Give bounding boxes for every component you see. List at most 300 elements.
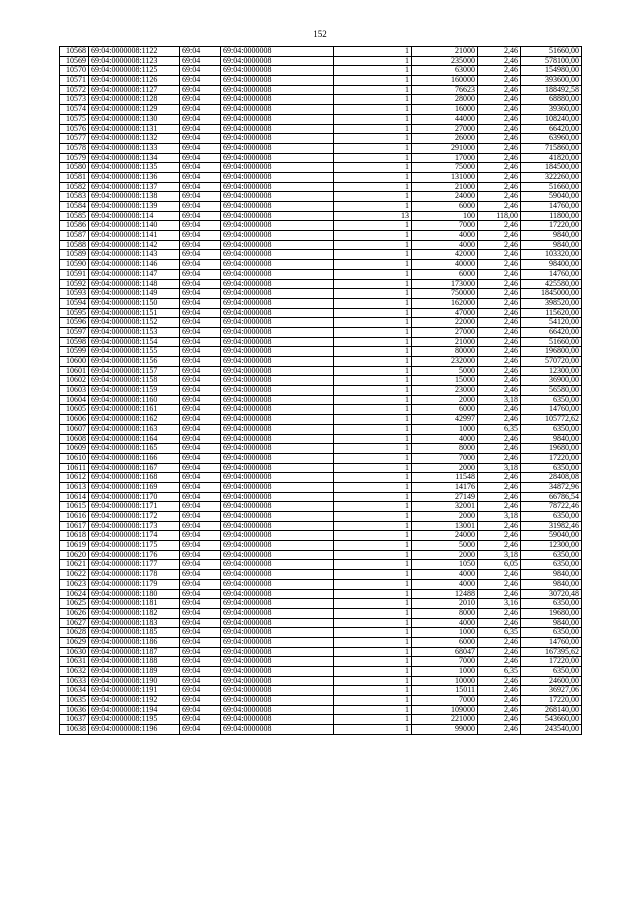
specific-value-cell: 2,46 xyxy=(478,725,521,735)
table-row xyxy=(60,279,582,289)
quarter-code-cell: 69:04:0000008 xyxy=(221,434,334,444)
cadastral-number-cell: 69:04:0000008:1128 xyxy=(89,95,180,105)
table-row xyxy=(60,550,582,560)
table-row xyxy=(60,541,582,551)
quarter-code-cell: 69:04:0000008 xyxy=(221,76,334,86)
group-cell: 1 xyxy=(334,492,412,502)
table-row xyxy=(60,434,582,444)
area-cell: 8000 xyxy=(412,608,478,618)
row-index-cell: 10597 xyxy=(60,327,89,337)
group-cell: 1 xyxy=(334,240,412,250)
cadastral-value-cell: 28408,08 xyxy=(521,473,582,483)
cadastral-value-cell: 12300,00 xyxy=(521,366,582,376)
area-cell: 8000 xyxy=(412,444,478,454)
cadastral-value-cell: 243540,00 xyxy=(521,725,582,735)
specific-value-cell: 2,46 xyxy=(478,221,521,231)
cadastral-number-cell: 69:04:0000008:1133 xyxy=(89,143,180,153)
cadastral-value-cell: 14760,00 xyxy=(521,637,582,647)
quarter-code-cell: 69:04:0000008 xyxy=(221,153,334,163)
group-cell: 1 xyxy=(334,657,412,667)
cadastral-number-cell: 69:04:0000008:1132 xyxy=(89,134,180,144)
cadastral-value-cell: 6350,00 xyxy=(521,667,582,677)
group-cell: 1 xyxy=(334,696,412,706)
specific-value-cell: 2,46 xyxy=(478,696,521,706)
group-cell: 1 xyxy=(334,463,412,473)
cadastral-value-cell: 9840,00 xyxy=(521,434,582,444)
quarter-code-cell: 69:04:0000008 xyxy=(221,482,334,492)
specific-value-cell: 2,46 xyxy=(478,269,521,279)
specific-value-cell: 2,46 xyxy=(478,705,521,715)
cadastral-value-cell: 78722,46 xyxy=(521,502,582,512)
specific-value-cell: 3,18 xyxy=(478,463,521,473)
cadastral-value-cell: 188492,58 xyxy=(521,85,582,95)
district-code-cell: 69:04 xyxy=(180,686,221,696)
district-code-cell: 69:04 xyxy=(180,531,221,541)
area-cell: 80000 xyxy=(412,347,478,357)
quarter-code-cell: 69:04:0000008 xyxy=(221,66,334,76)
cadastral-number-cell: 69:04:0000008:1122 xyxy=(89,47,180,57)
table-row xyxy=(60,105,582,115)
area-cell: 750000 xyxy=(412,289,478,299)
group-cell: 1 xyxy=(334,66,412,76)
row-index-cell: 10602 xyxy=(60,376,89,386)
group-cell: 1 xyxy=(334,686,412,696)
row-index-cell: 10572 xyxy=(60,85,89,95)
cadastral-value-cell: 570720,00 xyxy=(521,357,582,367)
cadastral-value-cell: 115620,00 xyxy=(521,308,582,318)
cadastral-number-cell: 69:04:0000008:1176 xyxy=(89,550,180,560)
row-index-cell: 10594 xyxy=(60,298,89,308)
row-index-cell: 10634 xyxy=(60,686,89,696)
group-cell: 1 xyxy=(334,395,412,405)
quarter-code-cell: 69:04:0000008 xyxy=(221,56,334,66)
group-cell: 1 xyxy=(334,570,412,580)
specific-value-cell: 2,46 xyxy=(478,579,521,589)
cadastral-value-cell: 425580,00 xyxy=(521,279,582,289)
area-cell: 11548 xyxy=(412,473,478,483)
cadastral-number-cell: 69:04:0000008:1156 xyxy=(89,357,180,367)
district-code-cell: 69:04 xyxy=(180,482,221,492)
row-index-cell: 10618 xyxy=(60,531,89,541)
specific-value-cell: 2,46 xyxy=(478,357,521,367)
specific-value-cell: 2,46 xyxy=(478,376,521,386)
specific-value-cell: 2,46 xyxy=(478,434,521,444)
area-cell: 99000 xyxy=(412,725,478,735)
cadastral-value-cell: 17220,00 xyxy=(521,221,582,231)
row-index-cell: 10592 xyxy=(60,279,89,289)
specific-value-cell: 2,46 xyxy=(478,134,521,144)
district-code-cell: 69:04 xyxy=(180,163,221,173)
group-cell: 1 xyxy=(334,366,412,376)
cadastral-number-cell: 69:04:0000008:1140 xyxy=(89,221,180,231)
table-row xyxy=(60,85,582,95)
cadastral-value-cell: 1845000,00 xyxy=(521,289,582,299)
table-row xyxy=(60,705,582,715)
group-cell: 1 xyxy=(334,182,412,192)
area-cell: 6000 xyxy=(412,202,478,212)
cadastral-number-cell: 69:04:0000008:1166 xyxy=(89,453,180,463)
group-cell: 1 xyxy=(334,599,412,609)
specific-value-cell: 2,46 xyxy=(478,192,521,202)
specific-value-cell: 6,35 xyxy=(478,667,521,677)
table-row xyxy=(60,221,582,231)
row-index-cell: 10600 xyxy=(60,357,89,367)
group-cell: 1 xyxy=(334,298,412,308)
cadastral-number-cell: 69:04:0000008:1154 xyxy=(89,337,180,347)
group-cell: 13 xyxy=(334,211,412,221)
cadastral-number-cell: 69:04:0000008:1161 xyxy=(89,405,180,415)
quarter-code-cell: 69:04:0000008 xyxy=(221,250,334,260)
area-cell: 21000 xyxy=(412,182,478,192)
cadastral-number-cell: 69:04:0000008:1135 xyxy=(89,163,180,173)
row-index-cell: 10632 xyxy=(60,667,89,677)
specific-value-cell: 2,46 xyxy=(478,143,521,153)
row-index-cell: 10569 xyxy=(60,56,89,66)
table-row xyxy=(60,444,582,454)
district-code-cell: 69:04 xyxy=(180,66,221,76)
cadastral-value-cell: 59040,00 xyxy=(521,192,582,202)
specific-value-cell: 2,46 xyxy=(478,124,521,134)
row-index-cell: 10633 xyxy=(60,676,89,686)
district-code-cell: 69:04 xyxy=(180,231,221,241)
specific-value-cell: 2,46 xyxy=(478,202,521,212)
specific-value-cell: 6,05 xyxy=(478,560,521,570)
cadastral-number-cell: 69:04:0000008:1165 xyxy=(89,444,180,454)
specific-value-cell: 2,46 xyxy=(478,76,521,86)
cadastral-value-cell: 51660,00 xyxy=(521,182,582,192)
quarter-code-cell: 69:04:0000008 xyxy=(221,541,334,551)
cadastral-number-cell: 69:04:0000008:1126 xyxy=(89,76,180,86)
district-code-cell: 69:04 xyxy=(180,667,221,677)
cadastral-number-cell: 69:04:0000008:1196 xyxy=(89,725,180,735)
group-cell: 1 xyxy=(334,482,412,492)
district-code-cell: 69:04 xyxy=(180,240,221,250)
specific-value-cell: 2,46 xyxy=(478,240,521,250)
quarter-code-cell: 69:04:0000008 xyxy=(221,143,334,153)
quarter-code-cell: 69:04:0000008 xyxy=(221,202,334,212)
quarter-code-cell: 69:04:0000008 xyxy=(221,686,334,696)
quarter-code-cell: 69:04:0000008 xyxy=(221,531,334,541)
row-index-cell: 10603 xyxy=(60,386,89,396)
group-cell: 1 xyxy=(334,327,412,337)
cadastral-number-cell: 69:04:0000008:1163 xyxy=(89,424,180,434)
quarter-code-cell: 69:04:0000008 xyxy=(221,647,334,657)
quarter-code-cell: 69:04:0000008 xyxy=(221,47,334,57)
cadastral-number-cell: 69:04:0000008:1192 xyxy=(89,696,180,706)
area-cell: 27000 xyxy=(412,327,478,337)
district-code-cell: 69:04 xyxy=(180,124,221,134)
cadastral-number-cell: 69:04:0000008:1153 xyxy=(89,327,180,337)
table-row xyxy=(60,667,582,677)
group-cell: 1 xyxy=(334,337,412,347)
cadastral-value-cell: 196800,00 xyxy=(521,347,582,357)
specific-value-cell: 2,46 xyxy=(478,95,521,105)
cadastral-value-cell: 30720,48 xyxy=(521,589,582,599)
table-body xyxy=(60,47,582,735)
district-code-cell: 69:04 xyxy=(180,560,221,570)
cadastral-value-cell: 6350,00 xyxy=(521,463,582,473)
cadastral-number-cell: 69:04:0000008:1138 xyxy=(89,192,180,202)
district-code-cell: 69:04 xyxy=(180,366,221,376)
cadastral-number-cell: 69:04:0000008:1160 xyxy=(89,395,180,405)
cadastral-number-cell: 69:04:0000008:1172 xyxy=(89,512,180,522)
table-row xyxy=(60,211,582,221)
row-index-cell: 10605 xyxy=(60,405,89,415)
table-row xyxy=(60,56,582,66)
cadastral-number-cell: 69:04:0000008:1141 xyxy=(89,231,180,241)
group-cell: 1 xyxy=(334,386,412,396)
cadastral-number-cell: 69:04:0000008:1170 xyxy=(89,492,180,502)
row-index-cell: 10627 xyxy=(60,618,89,628)
district-code-cell: 69:04 xyxy=(180,696,221,706)
area-cell: 22000 xyxy=(412,318,478,328)
specific-value-cell: 2,46 xyxy=(478,172,521,182)
specific-value-cell: 2,46 xyxy=(478,686,521,696)
cadastral-value-cell: 59040,00 xyxy=(521,531,582,541)
quarter-code-cell: 69:04:0000008 xyxy=(221,502,334,512)
table-row xyxy=(60,725,582,735)
row-index-cell: 10620 xyxy=(60,550,89,560)
cadastral-value-cell: 108240,00 xyxy=(521,114,582,124)
specific-value-cell: 2,46 xyxy=(478,386,521,396)
district-code-cell: 69:04 xyxy=(180,579,221,589)
area-cell: 1050 xyxy=(412,560,478,570)
area-cell: 15000 xyxy=(412,376,478,386)
area-cell: 232000 xyxy=(412,357,478,367)
cadastral-value-cell: 6350,00 xyxy=(521,599,582,609)
row-index-cell: 10586 xyxy=(60,221,89,231)
cadastral-value-cell: 6350,00 xyxy=(521,550,582,560)
cadastral-number-cell: 69:04:0000008:1148 xyxy=(89,279,180,289)
specific-value-cell: 2,46 xyxy=(478,570,521,580)
district-code-cell: 69:04 xyxy=(180,628,221,638)
area-cell: 42000 xyxy=(412,250,478,260)
cadastral-value-cell: 322260,00 xyxy=(521,172,582,182)
group-cell: 1 xyxy=(334,608,412,618)
table-row xyxy=(60,260,582,270)
cadastral-number-cell: 69:04:0000008:1182 xyxy=(89,608,180,618)
group-cell: 1 xyxy=(334,647,412,657)
area-cell: 131000 xyxy=(412,172,478,182)
cadastral-number-cell: 69:04:0000008:1173 xyxy=(89,521,180,531)
cadastral-value-cell: 14760,00 xyxy=(521,269,582,279)
quarter-code-cell: 69:04:0000008 xyxy=(221,366,334,376)
cadastral-number-cell: 69:04:0000008:1177 xyxy=(89,560,180,570)
group-cell: 1 xyxy=(334,541,412,551)
cadastral-number-cell: 69:04:0000008:1186 xyxy=(89,637,180,647)
cadastral-number-cell: 69:04:0000008:1157 xyxy=(89,366,180,376)
group-cell: 1 xyxy=(334,715,412,725)
quarter-code-cell: 69:04:0000008 xyxy=(221,512,334,522)
row-index-cell: 10623 xyxy=(60,579,89,589)
quarter-code-cell: 69:04:0000008 xyxy=(221,579,334,589)
page-number: 152 xyxy=(313,29,327,39)
quarter-code-cell: 69:04:0000008 xyxy=(221,327,334,337)
cadastral-value-cell: 41820,00 xyxy=(521,153,582,163)
quarter-code-cell: 69:04:0000008 xyxy=(221,608,334,618)
row-index-cell: 10619 xyxy=(60,541,89,551)
district-code-cell: 69:04 xyxy=(180,599,221,609)
cadastral-number-cell: 69:04:0000008:1194 xyxy=(89,705,180,715)
cadastral-value-cell: 9840,00 xyxy=(521,618,582,628)
area-cell: 42997 xyxy=(412,415,478,425)
quarter-code-cell: 69:04:0000008 xyxy=(221,105,334,115)
cadastral-value-cell: 398520,00 xyxy=(521,298,582,308)
district-code-cell: 69:04 xyxy=(180,105,221,115)
group-cell: 1 xyxy=(334,415,412,425)
district-code-cell: 69:04 xyxy=(180,725,221,735)
cadastral-value-cell: 393600,00 xyxy=(521,76,582,86)
quarter-code-cell: 69:04:0000008 xyxy=(221,415,334,425)
specific-value-cell: 3,18 xyxy=(478,550,521,560)
specific-value-cell: 2,46 xyxy=(478,163,521,173)
group-cell: 1 xyxy=(334,85,412,95)
row-index-cell: 10578 xyxy=(60,143,89,153)
row-index-cell: 10579 xyxy=(60,153,89,163)
quarter-code-cell: 69:04:0000008 xyxy=(221,95,334,105)
row-index-cell: 10610 xyxy=(60,453,89,463)
district-code-cell: 69:04 xyxy=(180,618,221,628)
cadastral-value-cell: 34872,96 xyxy=(521,482,582,492)
specific-value-cell: 2,46 xyxy=(478,105,521,115)
quarter-code-cell: 69:04:0000008 xyxy=(221,124,334,134)
group-cell: 1 xyxy=(334,114,412,124)
row-index-cell: 10576 xyxy=(60,124,89,134)
group-cell: 1 xyxy=(334,56,412,66)
table-row xyxy=(60,579,582,589)
quarter-code-cell: 69:04:0000008 xyxy=(221,337,334,347)
cadastral-value-cell: 66420,00 xyxy=(521,124,582,134)
table-row xyxy=(60,47,582,57)
cadastral-number-cell: 69:04:0000008:1191 xyxy=(89,686,180,696)
table-row xyxy=(60,357,582,367)
cadastral-number-cell: 69:04:0000008:1183 xyxy=(89,618,180,628)
cadastral-value-cell: 6350,00 xyxy=(521,512,582,522)
area-cell: 16000 xyxy=(412,105,478,115)
area-cell: 2000 xyxy=(412,395,478,405)
table-row xyxy=(60,143,582,153)
area-cell: 4000 xyxy=(412,570,478,580)
area-cell: 6000 xyxy=(412,637,478,647)
table-row xyxy=(60,172,582,182)
row-index-cell: 10624 xyxy=(60,589,89,599)
district-code-cell: 69:04 xyxy=(180,415,221,425)
district-code-cell: 69:04 xyxy=(180,357,221,367)
table-row xyxy=(60,337,582,347)
area-cell: 4000 xyxy=(412,618,478,628)
cadastral-value-cell: 17220,00 xyxy=(521,657,582,667)
row-index-cell: 10631 xyxy=(60,657,89,667)
table-row xyxy=(60,599,582,609)
specific-value-cell: 3,18 xyxy=(478,395,521,405)
quarter-code-cell: 69:04:0000008 xyxy=(221,376,334,386)
table-row xyxy=(60,114,582,124)
cadastral-value-cell: 17220,00 xyxy=(521,453,582,463)
quarter-code-cell: 69:04:0000008 xyxy=(221,705,334,715)
area-cell: 6000 xyxy=(412,269,478,279)
specific-value-cell: 2,46 xyxy=(478,715,521,725)
table-row xyxy=(60,463,582,473)
quarter-code-cell: 69:04:0000008 xyxy=(221,453,334,463)
table-row xyxy=(60,202,582,212)
table-row xyxy=(60,521,582,531)
row-index-cell: 10617 xyxy=(60,521,89,531)
group-cell: 1 xyxy=(334,163,412,173)
specific-value-cell: 2,46 xyxy=(478,279,521,289)
group-cell: 1 xyxy=(334,105,412,115)
group-cell: 1 xyxy=(334,434,412,444)
cadastral-number-cell: 69:04:0000008:1137 xyxy=(89,182,180,192)
area-cell: 4000 xyxy=(412,434,478,444)
specific-value-cell: 2,46 xyxy=(478,589,521,599)
quarter-code-cell: 69:04:0000008 xyxy=(221,231,334,241)
quarter-code-cell: 69:04:0000008 xyxy=(221,134,334,144)
district-code-cell: 69:04 xyxy=(180,143,221,153)
area-cell: 1000 xyxy=(412,628,478,638)
district-code-cell: 69:04 xyxy=(180,463,221,473)
district-code-cell: 69:04 xyxy=(180,608,221,618)
district-code-cell: 69:04 xyxy=(180,202,221,212)
cadastral-number-cell: 69:04:0000008:1139 xyxy=(89,202,180,212)
cadastral-value-cell: 103320,00 xyxy=(521,250,582,260)
group-cell: 1 xyxy=(334,231,412,241)
area-cell: 160000 xyxy=(412,76,478,86)
table-row xyxy=(60,289,582,299)
row-index-cell: 10622 xyxy=(60,570,89,580)
table-row xyxy=(60,608,582,618)
specific-value-cell: 2,46 xyxy=(478,47,521,57)
cadastral-value-cell: 66786,54 xyxy=(521,492,582,502)
specific-value-cell: 2,46 xyxy=(478,85,521,95)
area-cell: 7000 xyxy=(412,657,478,667)
specific-value-cell: 2,46 xyxy=(478,250,521,260)
cadastral-value-cell: 9840,00 xyxy=(521,579,582,589)
cadastral-value-cell: 39360,00 xyxy=(521,105,582,115)
cadastral-number-cell: 69:04:0000008:1125 xyxy=(89,66,180,76)
table-row xyxy=(60,473,582,483)
district-code-cell: 69:04 xyxy=(180,550,221,560)
row-index-cell: 10575 xyxy=(60,114,89,124)
table-row xyxy=(60,124,582,134)
row-index-cell: 10580 xyxy=(60,163,89,173)
table-row xyxy=(60,327,582,337)
area-cell: 2010 xyxy=(412,599,478,609)
row-index-cell: 10615 xyxy=(60,502,89,512)
cadastral-value-cell: 6350,00 xyxy=(521,395,582,405)
row-index-cell: 10607 xyxy=(60,424,89,434)
district-code-cell: 69:04 xyxy=(180,521,221,531)
cadastral-value-cell: 19680,00 xyxy=(521,444,582,454)
table-row xyxy=(60,560,582,570)
group-cell: 1 xyxy=(334,221,412,231)
table-row xyxy=(60,250,582,260)
quarter-code-cell: 69:04:0000008 xyxy=(221,172,334,182)
district-code-cell: 69:04 xyxy=(180,211,221,221)
group-cell: 1 xyxy=(334,473,412,483)
area-cell: 28000 xyxy=(412,95,478,105)
area-cell: 12488 xyxy=(412,589,478,599)
table-row xyxy=(60,453,582,463)
area-cell: 44000 xyxy=(412,114,478,124)
cadastral-value-cell: 6350,00 xyxy=(521,560,582,570)
area-cell: 24000 xyxy=(412,192,478,202)
group-cell: 1 xyxy=(334,134,412,144)
row-index-cell: 10613 xyxy=(60,482,89,492)
group-cell: 1 xyxy=(334,289,412,299)
group-cell: 1 xyxy=(334,250,412,260)
district-code-cell: 69:04 xyxy=(180,715,221,725)
quarter-code-cell: 69:04:0000008 xyxy=(221,163,334,173)
